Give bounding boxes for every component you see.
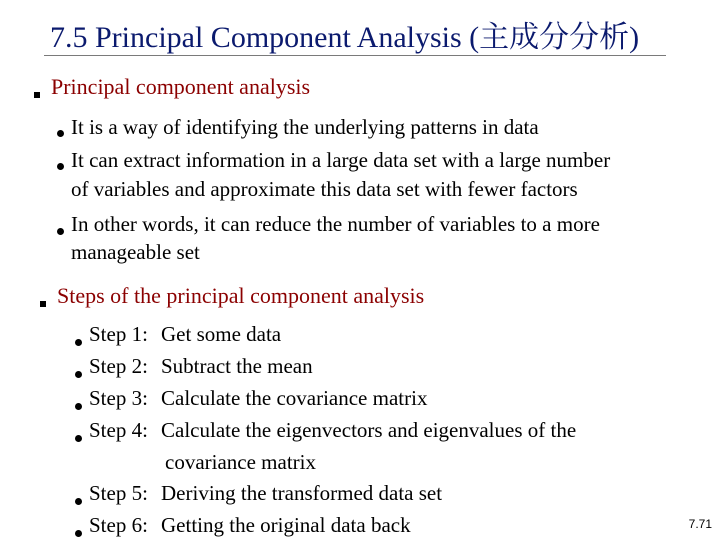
step-5-label: Step 5: bbox=[89, 481, 148, 505]
round-bullet-icon bbox=[75, 403, 82, 410]
step-5-text: Deriving the transformed data set bbox=[161, 481, 443, 505]
step-1-label: Step 1: bbox=[89, 322, 148, 346]
step-6-text: Getting the original data back bbox=[161, 513, 411, 537]
page-number: 7.71 bbox=[688, 517, 712, 531]
round-bullet-icon bbox=[75, 435, 82, 442]
section1-bullet-2-cont: of variables and approximate this data set with fewer factors bbox=[71, 177, 578, 201]
square-bullet-icon bbox=[40, 301, 46, 307]
round-bullet-icon bbox=[57, 130, 64, 137]
step-2-text: Subtract the mean bbox=[161, 354, 313, 378]
title-underline bbox=[44, 55, 666, 56]
step-6-label: Step 6: bbox=[89, 513, 148, 537]
step-2-label: Step 2: bbox=[89, 354, 148, 378]
section2-heading: Steps of the principal component analysis bbox=[57, 283, 425, 308]
round-bullet-icon bbox=[75, 498, 82, 505]
round-bullet-icon bbox=[57, 228, 64, 235]
round-bullet-icon bbox=[57, 163, 64, 170]
step-4-text-cont: covariance matrix bbox=[165, 450, 316, 474]
round-bullet-icon bbox=[75, 339, 82, 346]
round-bullet-icon bbox=[75, 530, 82, 537]
square-bullet-icon bbox=[34, 92, 40, 98]
round-bullet-icon bbox=[75, 371, 82, 378]
step-1-text: Get some data bbox=[161, 322, 282, 346]
section1-heading: Principal component analysis bbox=[51, 74, 311, 99]
step-4-text: Calculate the eigenvectors and eigenvalues of the bbox=[161, 418, 577, 442]
section1-bullet-2: It can extract information in a large data set with a large number bbox=[71, 148, 611, 172]
slide-title: 7.5 Principal Component Analysis (主成分分析) bbox=[50, 21, 640, 54]
step-3-text: Calculate the covariance matrix bbox=[161, 386, 428, 410]
section1-bullet-1: It is a way of identifying the underlying patterns in data bbox=[71, 115, 539, 139]
section1-bullet-3: In other words, it can reduce the number of variables to a more bbox=[71, 212, 600, 236]
step-4-label: Step 4: bbox=[89, 418, 148, 442]
section1-bullet-3-cont: manageable set bbox=[71, 240, 200, 264]
step-3-label: Step 3: bbox=[89, 386, 148, 410]
